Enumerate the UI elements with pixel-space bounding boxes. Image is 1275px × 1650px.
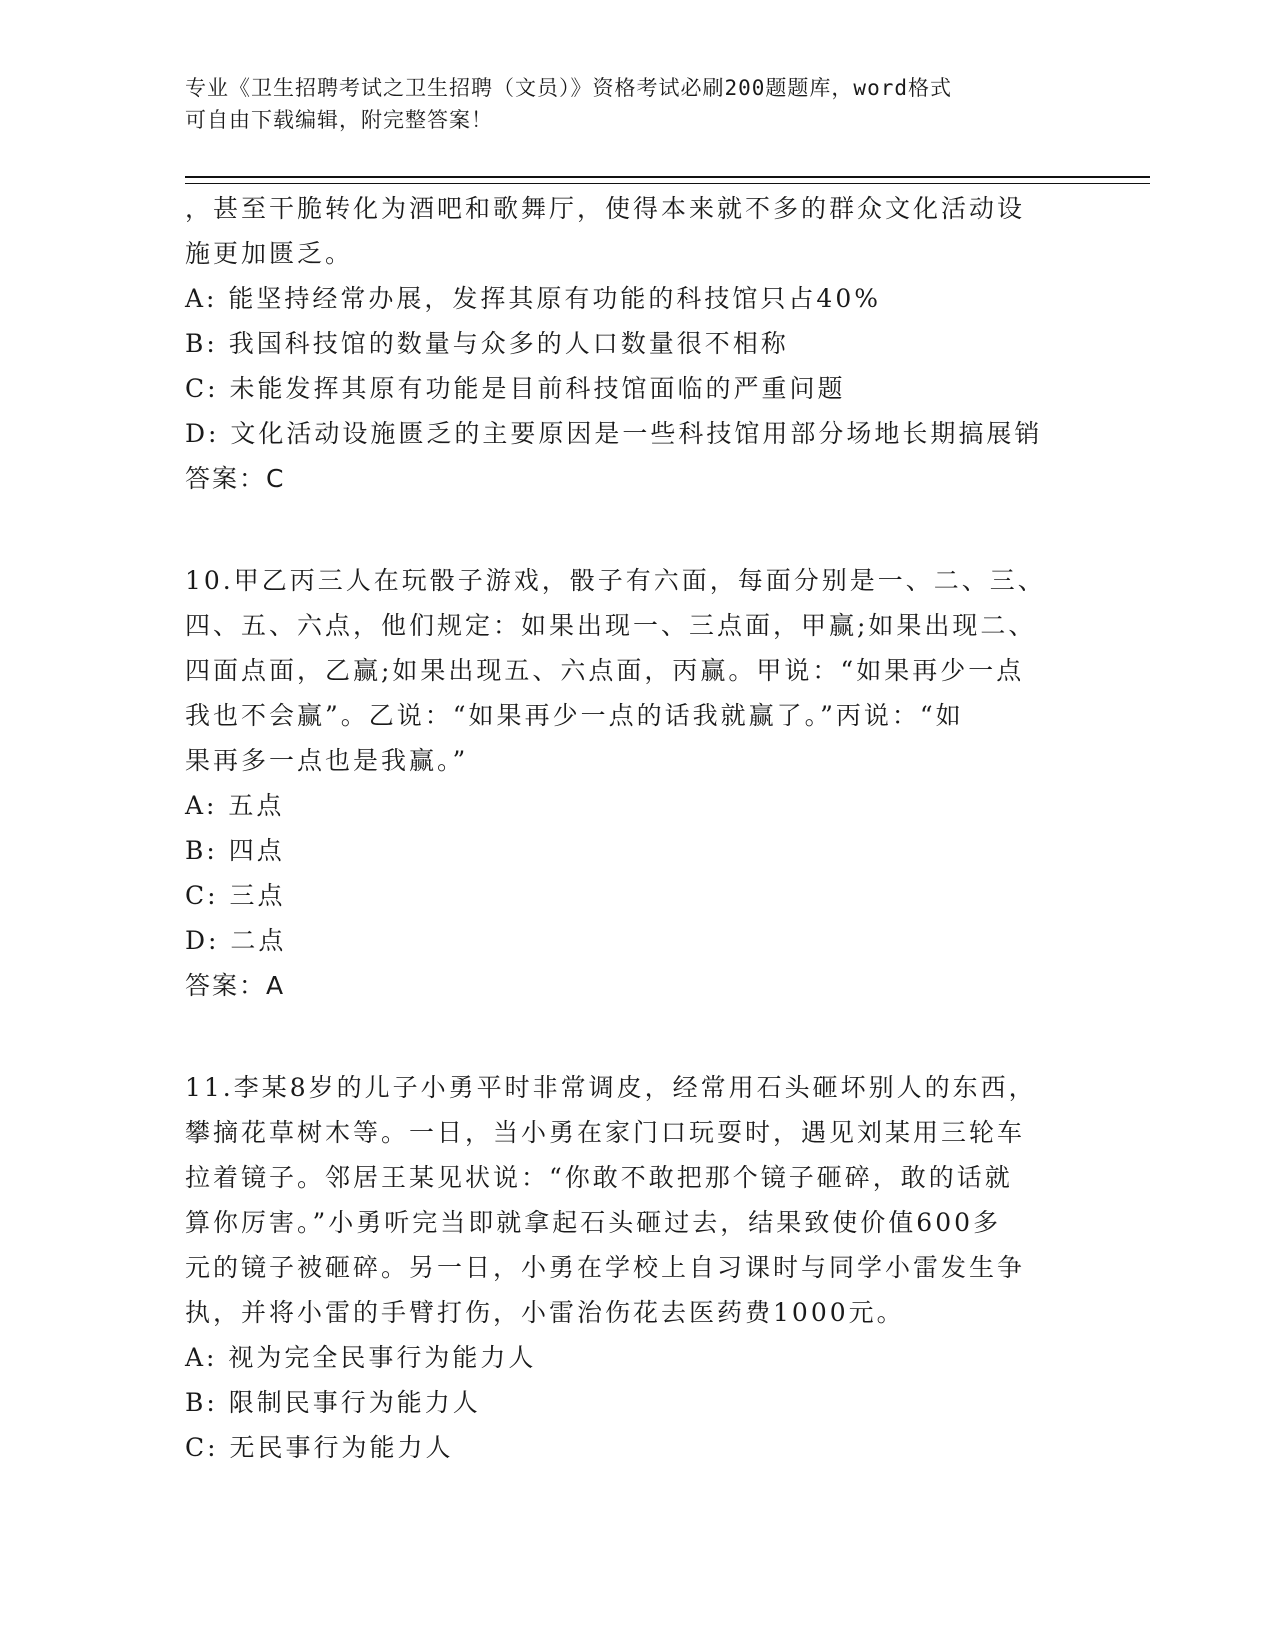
option-c: C: 三点 [185, 881, 286, 910]
question-text-line: 四、五、六点，他们规定：如果出现一、三点面，甲赢;如果出现二、 [185, 611, 1037, 640]
question-11 [185, 1065, 1065, 1470]
header-title-line-2: 可自由下载编辑，附完整答案！ [185, 108, 493, 132]
header-title-line-1: 专业《卫生招聘考试之卫生招聘（文员）》资格考试必刷200题题库，word格式 [185, 76, 952, 100]
option-b: B: 我国科技馆的数量与众多的人口数量很不相称 [185, 329, 789, 358]
option-c: C: 未能发挥其原有功能是目前科技馆面临的严重问题 [185, 374, 846, 403]
document-body [185, 186, 1065, 1470]
answer-label: 答案：A [185, 971, 286, 1000]
page-header [185, 72, 1065, 136]
question-text-line: 拉着镜子。邻居王某见状说：“你敢不敢把那个镜子砸碎，敢的话就 [185, 1163, 1013, 1192]
header-divider [185, 176, 1150, 184]
question-text-line: 攀摘花草树木等。一日，当小勇在家门口玩耍时，遇见刘某用三轮车 [185, 1118, 1026, 1147]
question-text-line: 果再多一点也是我赢。” [185, 746, 469, 775]
question-10 [185, 558, 1065, 1008]
question-text-line: ，甚至干脆转化为酒吧和歌舞厅，使得本来就不多的群众文化活动设 [185, 194, 1026, 223]
option-a: A: 五点 [185, 791, 285, 820]
question-text-line: 施更加匮乏。 [185, 239, 354, 268]
question-text-line: 四面点面，乙赢;如果出现五、六点面，丙赢。甲说：“如果再少一点 [185, 656, 1025, 685]
option-c: C: 无民事行为能力人 [185, 1433, 454, 1462]
spacer [185, 1008, 1065, 1065]
question-text-line: 执，并将小雷的手臂打伤，小雷治伤花去医药费1000元。 [185, 1298, 905, 1327]
option-a: A: 能坚持经常办展，发挥其原有功能的科技馆只占40% [185, 284, 881, 313]
question-text-line: 11.李某8岁的儿子小勇平时非常调皮，经常用石头砸坏别人的东西， [185, 1073, 1037, 1102]
option-b: B: 限制民事行为能力人 [185, 1388, 481, 1417]
spacer [185, 501, 1065, 558]
option-d: D: 二点 [185, 926, 287, 955]
question-text-line: 元的镜子被砸碎。另一日，小勇在学校上自习课时与同学小雷发生争 [185, 1253, 1026, 1282]
option-b: B: 四点 [185, 836, 285, 865]
question-text-line: 我也不会赢”。乙说：“如果再少一点的话我就赢了。”丙说：“如 [185, 701, 964, 730]
option-d: D: 文化活动设施匮乏的主要原因是一些科技馆用部分场地长期搞展销 [185, 419, 1043, 448]
question-text-line: 10.甲乙丙三人在玩骰子游戏，骰子有六面，每面分别是一、二、三、 [185, 566, 1046, 595]
question-9 [185, 186, 1065, 501]
option-a: A: 视为完全民事行为能力人 [185, 1343, 537, 1372]
answer-label: 答案：C [185, 464, 286, 493]
question-text-line: 算你厉害。”小勇听完当即就拿起石头砸过去，结果致使价值600多 [185, 1208, 1002, 1237]
